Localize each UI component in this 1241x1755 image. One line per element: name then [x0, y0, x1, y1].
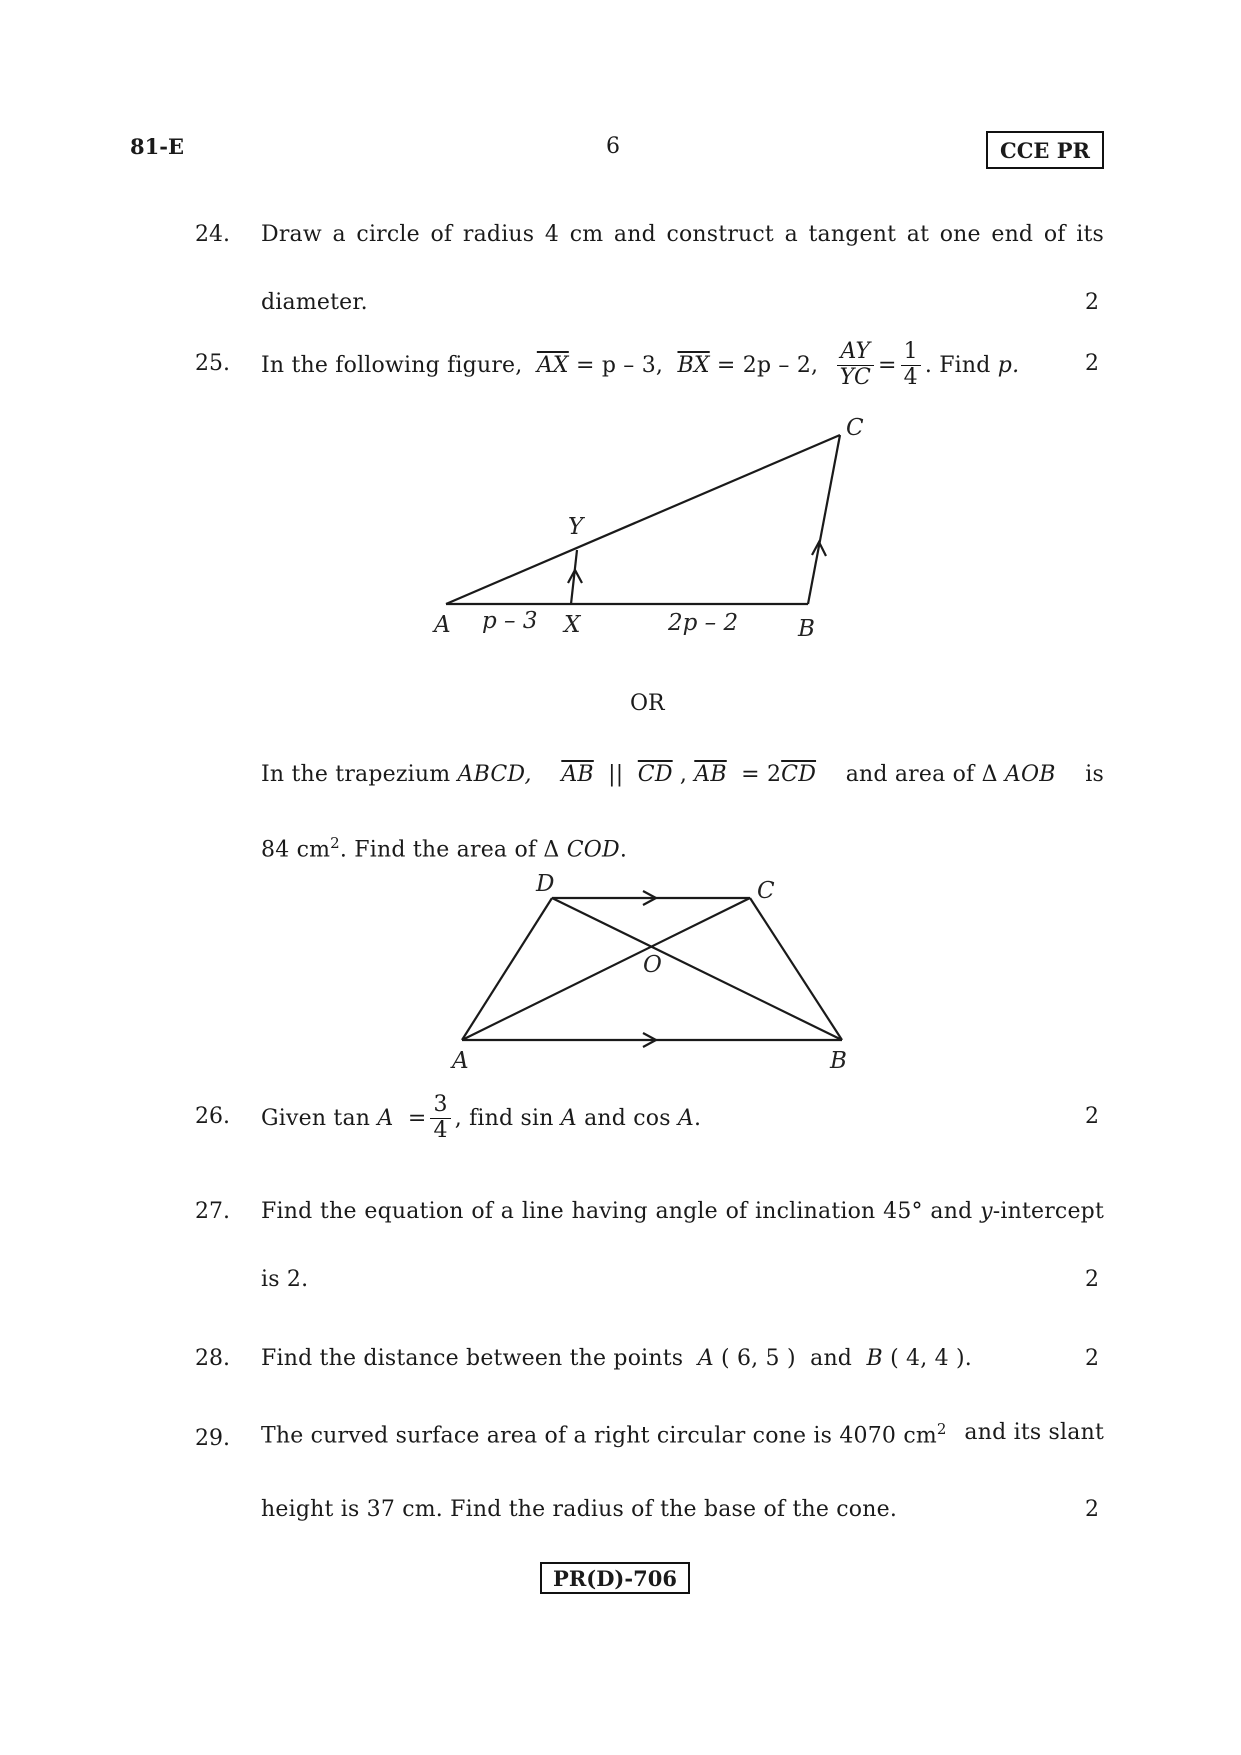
alt-seg-cd: $\overline{CD}$	[637, 762, 673, 787]
q26-post-b: and cos	[584, 1105, 671, 1131]
q26-den: 4	[433, 1117, 448, 1143]
q25-frac1-num: AY	[837, 340, 874, 365]
q28-statement	[261, 1346, 972, 1371]
alt-comma: ,	[679, 762, 688, 787]
q26-var-3: A	[677, 1105, 695, 1131]
q25-eq1: = p – 3,	[576, 352, 664, 378]
q25-eq3: =	[877, 352, 897, 378]
q25-frac1-den: YC	[839, 364, 871, 390]
alt-seg-cd2: $\overline{CD}$	[781, 762, 817, 787]
trap-label-a: A	[452, 1048, 469, 1074]
q25-var: p.	[997, 352, 1020, 378]
alt-find-text: . Find the area of Δ	[339, 837, 560, 863]
alt-area-value: 84 cm	[261, 837, 331, 863]
q26-number: 26.	[195, 1104, 230, 1129]
q28-point-a: A	[697, 1346, 714, 1371]
tri-label-b: B	[798, 616, 815, 642]
q29-marks: 2	[1085, 1497, 1099, 1522]
q24-line2: diameter.	[261, 290, 368, 315]
q27-line1	[261, 1199, 1104, 1224]
q29-line1	[261, 1420, 1104, 1448]
q25-tail: . Find	[924, 352, 991, 378]
alt-parallel: ||	[608, 762, 624, 787]
page-number: 6	[606, 134, 620, 159]
q26-fraction	[430, 1093, 450, 1142]
q29-line1-a: The curved surface area of a right circular cone is 4070 cm	[261, 1423, 937, 1449]
q24-marks: 2	[1085, 290, 1099, 315]
alt-seg-ab2: $\overline{AB}$	[694, 762, 727, 787]
tri-label-a: A	[434, 612, 451, 638]
q28-point-b: B	[866, 1346, 883, 1371]
q29-line1-b: and its slant	[964, 1420, 1104, 1445]
tri-label-y: Y	[568, 514, 584, 540]
series-box: CCE PR	[986, 131, 1104, 169]
q27-line2: is 2.	[261, 1267, 309, 1292]
alt-seg-ab: $\overline{AB}$	[561, 762, 594, 787]
trap-label-o: O	[643, 952, 662, 978]
diagonal-ac	[462, 898, 750, 1040]
q26-eq: =	[407, 1105, 427, 1131]
q27-number: 27.	[195, 1199, 230, 1224]
q26-statement	[261, 1088, 701, 1148]
alt-end: .	[619, 837, 628, 863]
q28-text: Find the distance between the points	[261, 1346, 684, 1371]
q29-number: 29.	[195, 1426, 230, 1451]
q28-and: and	[810, 1346, 853, 1371]
alt-aob: AOB	[1004, 762, 1056, 787]
q24-line1: Draw a circle of radius 4 cm and construct a tangent at one end of its	[261, 222, 1104, 247]
q29-line2: height is 37 cm. Find the radius of the base of the cone.	[261, 1497, 898, 1522]
q28-marks: 2	[1085, 1346, 1099, 1371]
q29-sup: 2	[936, 1420, 947, 1438]
or-separator: OR	[630, 691, 665, 716]
alt-tail: and area of Δ	[845, 762, 998, 787]
tri-label-c: C	[846, 415, 864, 441]
q28-number: 28.	[195, 1346, 230, 1371]
q25-seg-bx: $\overline{BX}$	[677, 352, 710, 378]
alt-intro: In the trapezium	[261, 762, 451, 787]
tri-label-xb: 2p – 2	[668, 610, 739, 636]
q25-eq2: = 2p – 2,	[716, 352, 819, 378]
q25-intro: In the following figure,	[261, 352, 523, 378]
trap-label-d: D	[536, 871, 555, 897]
q26-pre: Given tan	[261, 1105, 371, 1131]
tri-label-ax: p – 3	[482, 608, 538, 634]
q27-line1-a: Find the equation of a line having angle of inclination 45° and	[261, 1199, 973, 1224]
q24-number: 24.	[195, 222, 230, 247]
q25-seg-ax: $\overline{AX}$	[536, 352, 569, 378]
alt-is: is	[1085, 762, 1104, 787]
alt-cod: COD	[566, 837, 620, 863]
paper-code: 81-E	[130, 134, 184, 159]
q28-coord-b: ( 4, 4 ).	[890, 1346, 972, 1371]
alt-eq: = 2	[741, 762, 782, 787]
q26-post-c: .	[694, 1105, 702, 1131]
alt-abcd: ABCD,	[457, 762, 532, 787]
q27-y: y	[980, 1199, 993, 1224]
footer-code: PR(D)-706	[540, 1562, 690, 1594]
q26-marks: 2	[1085, 1104, 1099, 1129]
q26-var: A	[377, 1105, 394, 1131]
q26-num: 3	[430, 1093, 450, 1118]
q25-frac2-den: 4	[903, 364, 918, 390]
q25-frac2-num: 1	[901, 340, 921, 365]
diagonal-bd	[552, 898, 842, 1040]
q27-marks: 2	[1085, 1267, 1099, 1292]
q25-marks: 2	[1085, 351, 1099, 376]
tri-label-x: X	[564, 612, 581, 638]
q25-number: 25.	[195, 351, 230, 376]
q26-post-a: , find sin	[454, 1105, 554, 1131]
q28-coord-a: ( 6, 5 )	[721, 1346, 796, 1371]
trap-label-b: B	[830, 1048, 847, 1074]
q27-line1-c: -intercept	[992, 1199, 1104, 1224]
trap-label-c: C	[757, 878, 775, 904]
q26-var-2: A	[560, 1105, 577, 1131]
alt-area-sup: 2	[330, 834, 340, 852]
